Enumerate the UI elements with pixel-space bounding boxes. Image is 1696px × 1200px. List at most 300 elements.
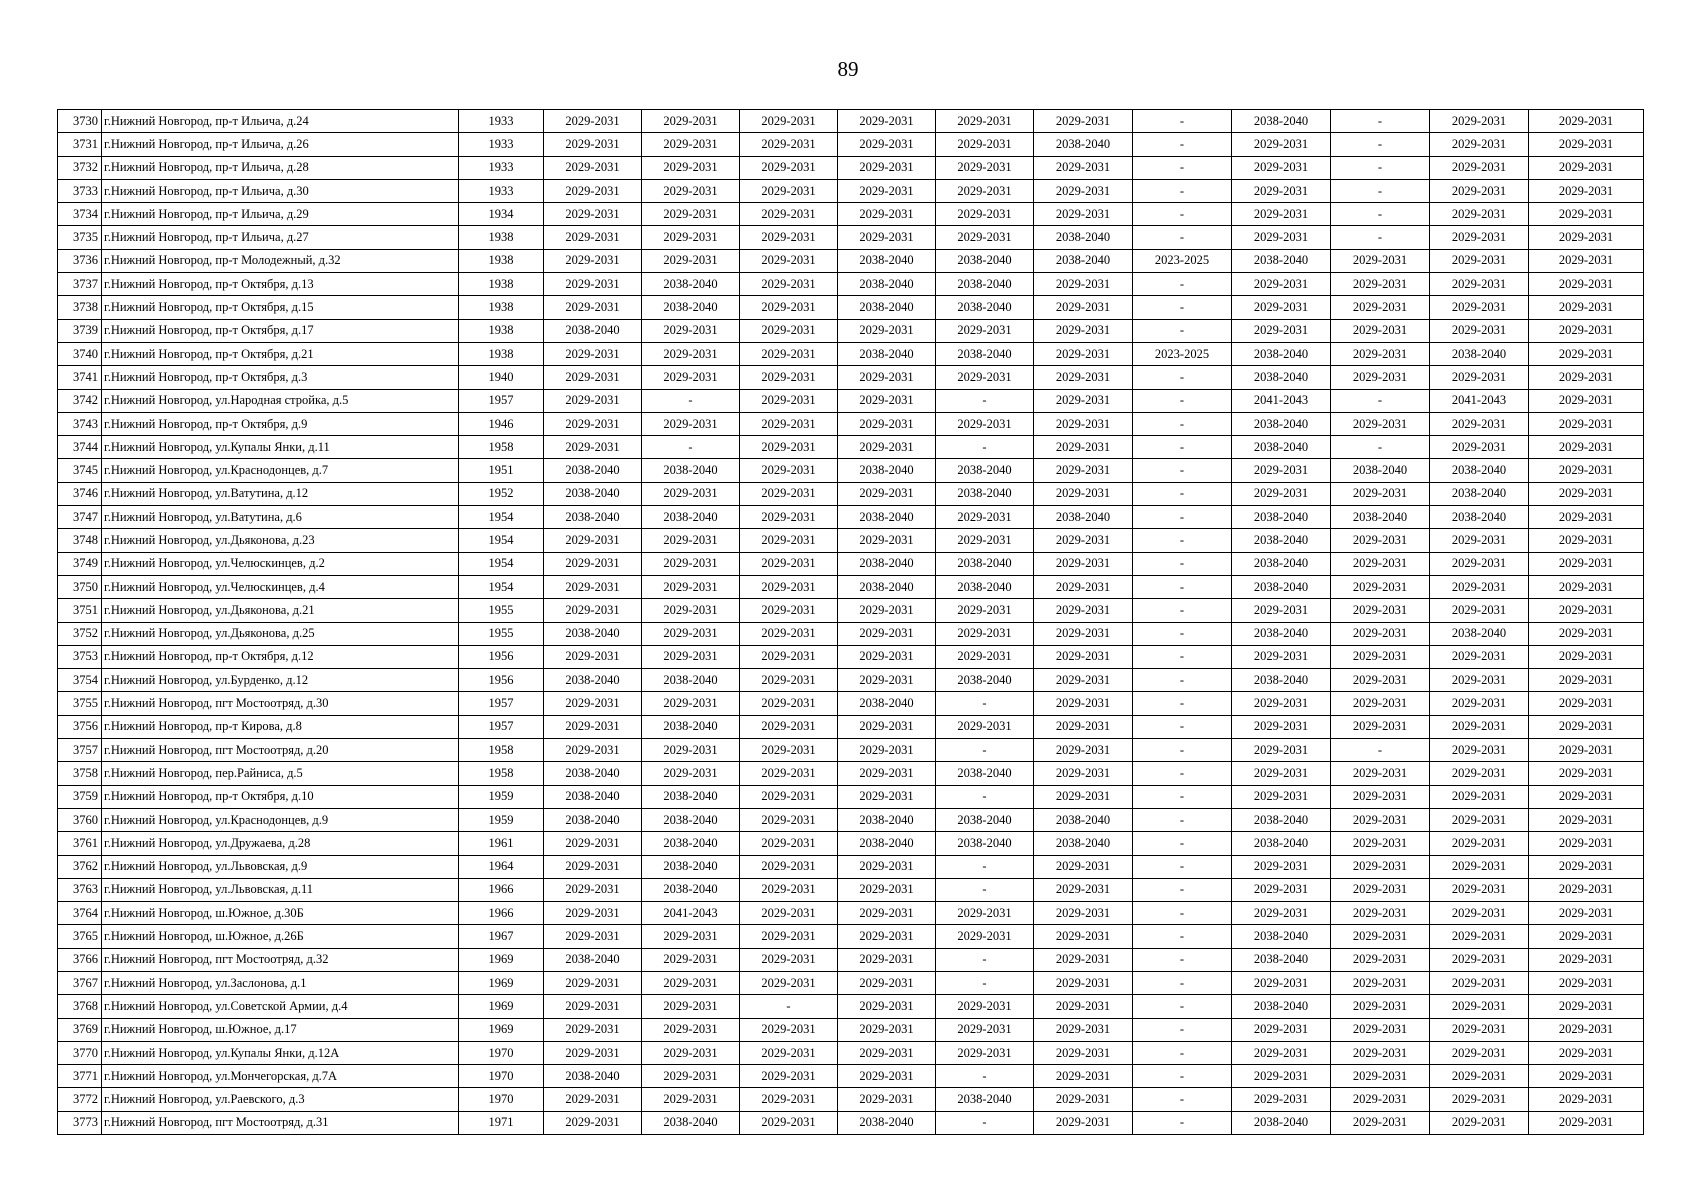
row-number-cell: 3766 (58, 948, 102, 971)
repair-period-cell: 2029-2031 (740, 412, 838, 435)
year-built-cell: 1934 (459, 203, 544, 226)
repair-period-cell: 2038-2040 (838, 575, 936, 598)
repair-period-cell: 2029-2031 (642, 692, 740, 715)
repair-period-cell: - (1331, 110, 1430, 133)
repair-period-cell: 2038-2040 (1034, 249, 1133, 272)
row-number-cell: 3744 (58, 436, 102, 459)
repair-period-cell: 2029-2031 (544, 1111, 642, 1134)
repair-period-cell: - (1133, 762, 1232, 785)
address-cell: г.Нижний Новгород, ул.Краснодонцев, д.7 (102, 459, 459, 482)
repair-period-cell: - (1133, 1111, 1232, 1134)
repair-period-cell: 2029-2031 (1232, 1041, 1331, 1064)
repair-period-cell: 2038-2040 (1232, 948, 1331, 971)
table-row (58, 482, 1644, 505)
repair-period-cell: 2029-2031 (1430, 948, 1529, 971)
repair-period-cell: 2029-2031 (740, 552, 838, 575)
repair-period-cell: 2038-2040 (1232, 342, 1331, 365)
address-cell: г.Нижний Новгород, ул.Купалы Янки, д.11 (102, 436, 459, 459)
repair-period-cell: 2029-2031 (1529, 575, 1644, 598)
repair-period-cell: 2029-2031 (642, 319, 740, 342)
address-cell: г.Нижний Новгород, пр-т Октября, д.3 (102, 366, 459, 389)
repair-period-cell: 2029-2031 (1331, 599, 1430, 622)
repair-period-cell: 2029-2031 (1430, 1018, 1529, 1041)
repair-period-cell: 2038-2040 (1331, 506, 1430, 529)
year-built-cell: 1969 (459, 995, 544, 1018)
address-cell: г.Нижний Новгород, пр-т Ильича, д.28 (102, 156, 459, 179)
repair-period-cell: 2029-2031 (1034, 1018, 1133, 1041)
repair-period-cell: 2029-2031 (1529, 739, 1644, 762)
repair-period-cell: 2038-2040 (1232, 366, 1331, 389)
repair-period-cell: 2029-2031 (1331, 762, 1430, 785)
repair-period-cell: 2029-2031 (1430, 366, 1529, 389)
repair-period-cell: 2029-2031 (1331, 785, 1430, 808)
repair-period-cell: 2038-2040 (1232, 436, 1331, 459)
repair-period-cell: 2029-2031 (838, 715, 936, 738)
repair-period-cell: 2029-2031 (838, 878, 936, 901)
year-built-cell: 1933 (459, 156, 544, 179)
repair-period-cell: 2029-2031 (1232, 319, 1331, 342)
repair-period-cell: 2029-2031 (1430, 855, 1529, 878)
repair-period-cell: 2029-2031 (1430, 179, 1529, 202)
repair-period-cell: 2029-2031 (642, 575, 740, 598)
repair-period-cell: 2029-2031 (1331, 645, 1430, 668)
table-row (58, 739, 1644, 762)
repair-period-cell: 2038-2040 (838, 459, 936, 482)
table-row (58, 971, 1644, 994)
year-built-cell: 1940 (459, 366, 544, 389)
repair-period-cell: 2029-2031 (1430, 133, 1529, 156)
repair-period-cell: 2029-2031 (740, 808, 838, 831)
repair-period-cell: 2029-2031 (838, 762, 936, 785)
repair-period-cell: 2029-2031 (544, 296, 642, 319)
repair-period-cell: 2029-2031 (740, 925, 838, 948)
repair-period-cell: 2038-2040 (642, 808, 740, 831)
repair-period-cell: 2029-2031 (1529, 273, 1644, 296)
repair-period-cell: 2029-2031 (740, 902, 838, 925)
row-number-cell: 3731 (58, 133, 102, 156)
row-number-cell: 3763 (58, 878, 102, 901)
repair-period-cell: 2029-2031 (642, 412, 740, 435)
repair-period-cell: - (1133, 575, 1232, 598)
repair-period-cell: 2029-2031 (936, 203, 1034, 226)
repair-period-cell: 2029-2031 (740, 599, 838, 622)
repair-period-cell: - (1133, 319, 1232, 342)
repair-period-cell: 2029-2031 (642, 762, 740, 785)
repair-period-cell: - (936, 855, 1034, 878)
repair-period-cell: - (1133, 878, 1232, 901)
repair-period-cell: 2038-2040 (1232, 995, 1331, 1018)
repair-period-cell: 2029-2031 (1430, 832, 1529, 855)
repair-period-cell: 2029-2031 (1034, 855, 1133, 878)
repair-period-cell: 2029-2031 (1034, 156, 1133, 179)
repair-period-cell: - (1133, 110, 1232, 133)
repair-period-cell: 2029-2031 (1430, 785, 1529, 808)
repair-period-cell: 2029-2031 (838, 1088, 936, 1111)
repair-period-cell: 2029-2031 (936, 599, 1034, 622)
repair-period-cell: 2029-2031 (1331, 575, 1430, 598)
row-number-cell: 3747 (58, 506, 102, 529)
table-row (58, 133, 1644, 156)
repair-period-cell: 2029-2031 (544, 1088, 642, 1111)
repair-period-cell: 2029-2031 (936, 715, 1034, 738)
year-built-cell: 1946 (459, 412, 544, 435)
repair-period-cell: 2029-2031 (1331, 273, 1430, 296)
repair-period-cell: - (1133, 1065, 1232, 1088)
repair-period-cell: 2029-2031 (1529, 366, 1644, 389)
table-row (58, 948, 1644, 971)
repair-period-cell: - (936, 971, 1034, 994)
address-cell: г.Нижний Новгород, ул.Купалы Янки, д.12А (102, 1041, 459, 1064)
repair-period-cell: 2029-2031 (1034, 715, 1133, 738)
address-cell: г.Нижний Новгород, пр-т Ильича, д.30 (102, 179, 459, 202)
repair-period-cell: - (1331, 156, 1430, 179)
repair-period-cell: 2038-2040 (1232, 529, 1331, 552)
repair-period-cell: 2029-2031 (1034, 412, 1133, 435)
address-cell: г.Нижний Новгород, ул.Раевского, д.3 (102, 1088, 459, 1111)
row-number-cell: 3736 (58, 249, 102, 272)
repair-period-cell: - (1133, 622, 1232, 645)
repair-period-cell: 2029-2031 (544, 529, 642, 552)
repair-period-cell: 2029-2031 (838, 948, 936, 971)
repair-period-cell: 2029-2031 (740, 249, 838, 272)
repair-period-cell: 2029-2031 (1331, 1065, 1430, 1088)
address-cell: г.Нижний Новгород, ул.Бурденко, д.12 (102, 669, 459, 692)
repair-period-cell: 2038-2040 (1232, 622, 1331, 645)
repair-period-cell: 2029-2031 (936, 1041, 1034, 1064)
repair-period-cell: 2029-2031 (1529, 552, 1644, 575)
repair-period-cell: 2029-2031 (1331, 995, 1430, 1018)
table-row (58, 389, 1644, 412)
repair-period-cell: 2029-2031 (1034, 342, 1133, 365)
address-cell: г.Нижний Новгород, пр-т Октября, д.15 (102, 296, 459, 319)
row-number-cell: 3745 (58, 459, 102, 482)
row-number-cell: 3738 (58, 296, 102, 319)
repair-period-cell: 2038-2040 (838, 808, 936, 831)
repair-period-cell: 2038-2040 (936, 808, 1034, 831)
repair-period-cell: - (1133, 273, 1232, 296)
repair-period-cell: 2038-2040 (642, 855, 740, 878)
repair-period-cell: 2029-2031 (1529, 1018, 1644, 1041)
repair-period-cell: 2029-2031 (1034, 622, 1133, 645)
repair-period-cell: 2029-2031 (1430, 319, 1529, 342)
repair-period-cell: - (936, 739, 1034, 762)
repair-period-cell: 2029-2031 (740, 1088, 838, 1111)
repair-period-cell: 2038-2040 (544, 808, 642, 831)
repair-period-cell: 2029-2031 (936, 1018, 1034, 1041)
repair-period-cell: 2038-2040 (1034, 506, 1133, 529)
repair-period-cell: 2029-2031 (544, 249, 642, 272)
table-row (58, 925, 1644, 948)
row-number-cell: 3751 (58, 599, 102, 622)
table-row (58, 552, 1644, 575)
repair-period-cell: - (1331, 203, 1430, 226)
repair-period-cell: 2029-2031 (1232, 203, 1331, 226)
repair-period-cell: 2029-2031 (642, 1088, 740, 1111)
repair-period-cell: 2029-2031 (1034, 785, 1133, 808)
repair-period-cell: 2029-2031 (1331, 412, 1430, 435)
repair-period-cell: 2029-2031 (1430, 1065, 1529, 1088)
repair-period-cell: 2038-2040 (1430, 506, 1529, 529)
repair-period-cell: 2029-2031 (1331, 552, 1430, 575)
table-row (58, 808, 1644, 831)
row-number-cell: 3767 (58, 971, 102, 994)
repair-period-cell: 2029-2031 (1034, 319, 1133, 342)
repair-period-cell: 2029-2031 (1430, 995, 1529, 1018)
repair-period-cell: - (1133, 1041, 1232, 1064)
repair-period-cell: 2038-2040 (544, 762, 642, 785)
repair-period-cell: 2038-2040 (544, 1065, 642, 1088)
repair-period-cell: 2029-2031 (1331, 529, 1430, 552)
repair-period-cell: - (1133, 715, 1232, 738)
repair-period-cell: 2029-2031 (936, 645, 1034, 668)
repair-period-cell: 2029-2031 (740, 389, 838, 412)
repair-period-cell: 2029-2031 (838, 482, 936, 505)
repair-period-cell: 2029-2031 (1331, 971, 1430, 994)
address-cell: г.Нижний Новгород, ул.Мончегорская, д.7А (102, 1065, 459, 1088)
repair-period-cell: 2029-2031 (1232, 902, 1331, 925)
repair-period-cell: 2038-2040 (838, 552, 936, 575)
repair-period-cell: 2029-2031 (642, 133, 740, 156)
repair-period-cell: 2029-2031 (1034, 925, 1133, 948)
table-body (58, 110, 1644, 1135)
repair-period-cell: 2029-2031 (1034, 552, 1133, 575)
table-row (58, 855, 1644, 878)
row-number-cell: 3755 (58, 692, 102, 715)
repair-period-cell: 2029-2031 (740, 832, 838, 855)
repair-period-cell: 2029-2031 (642, 971, 740, 994)
address-cell: г.Нижний Новгород, пгт Мостоотряд, д.20 (102, 739, 459, 762)
repair-period-cell: - (1133, 179, 1232, 202)
year-built-cell: 1955 (459, 599, 544, 622)
repair-period-cell: 2029-2031 (1331, 669, 1430, 692)
repair-period-cell: 2029-2031 (1430, 925, 1529, 948)
repair-period-cell: 2029-2031 (544, 878, 642, 901)
row-number-cell: 3759 (58, 785, 102, 808)
repair-period-cell: 2029-2031 (1529, 179, 1644, 202)
repair-period-cell: 2038-2040 (1430, 459, 1529, 482)
repair-period-cell: 2029-2031 (1529, 1065, 1644, 1088)
page-number: 89 (837, 57, 859, 81)
repair-period-cell: 2029-2031 (642, 226, 740, 249)
repair-period-cell: 2038-2040 (1034, 133, 1133, 156)
year-built-cell: 1969 (459, 971, 544, 994)
table-row (58, 342, 1644, 365)
repair-period-cell: 2038-2040 (544, 669, 642, 692)
repair-period-cell: 2038-2040 (544, 459, 642, 482)
repair-period-cell: 2029-2031 (1529, 319, 1644, 342)
address-cell: г.Нижний Новгород, пр-т Октября, д.17 (102, 319, 459, 342)
repair-period-cell: - (1133, 1018, 1232, 1041)
repair-period-cell: 2029-2031 (838, 133, 936, 156)
year-built-cell: 1970 (459, 1041, 544, 1064)
repair-period-cell: 2029-2031 (1232, 715, 1331, 738)
repair-period-cell: 2029-2031 (1331, 319, 1430, 342)
repair-period-cell: 2029-2031 (1232, 599, 1331, 622)
repair-period-cell: - (740, 995, 838, 1018)
repair-period-cell: 2029-2031 (1232, 273, 1331, 296)
repair-period-cell: 2038-2040 (936, 459, 1034, 482)
row-number-cell: 3772 (58, 1088, 102, 1111)
repair-period-cell: - (1331, 179, 1430, 202)
repair-period-cell: 2038-2040 (936, 273, 1034, 296)
repair-period-cell: - (936, 878, 1034, 901)
repair-period-cell: 2029-2031 (1529, 110, 1644, 133)
address-cell: г.Нижний Новгород, пр-т Октября, д.21 (102, 342, 459, 365)
repair-period-cell: 2029-2031 (642, 1041, 740, 1064)
address-cell: г.Нижний Новгород, ул.Челюскинцев, д.2 (102, 552, 459, 575)
table-row (58, 226, 1644, 249)
repair-period-cell: 2029-2031 (936, 506, 1034, 529)
table-row (58, 1088, 1644, 1111)
repair-period-cell: 2029-2031 (544, 226, 642, 249)
year-built-cell: 1969 (459, 948, 544, 971)
repair-period-cell: 2041-2043 (1232, 389, 1331, 412)
repair-period-cell: 2029-2031 (1034, 739, 1133, 762)
repair-period-cell: 2038-2040 (1430, 342, 1529, 365)
repair-period-cell: 2029-2031 (544, 156, 642, 179)
year-built-cell: 1933 (459, 179, 544, 202)
repair-period-cell: 2038-2040 (838, 296, 936, 319)
repair-period-cell: 2029-2031 (1331, 342, 1430, 365)
repair-period-cell: 2029-2031 (1529, 506, 1644, 529)
repair-period-cell: 2029-2031 (544, 412, 642, 435)
address-cell: г.Нижний Новгород, пр-т Ильича, д.27 (102, 226, 459, 249)
address-cell: г.Нижний Новгород, ш.Южное, д.17 (102, 1018, 459, 1041)
repair-period-cell: - (1331, 436, 1430, 459)
year-built-cell: 1957 (459, 389, 544, 412)
row-number-cell: 3742 (58, 389, 102, 412)
repair-period-cell: 2029-2031 (740, 948, 838, 971)
repair-period-cell: 2029-2031 (1430, 529, 1529, 552)
row-number-cell: 3739 (58, 319, 102, 342)
address-cell: г.Нижний Новгород, ул.Львовская, д.9 (102, 855, 459, 878)
repair-period-cell: 2029-2031 (740, 296, 838, 319)
repair-period-cell: 2029-2031 (1430, 739, 1529, 762)
year-built-cell: 1938 (459, 249, 544, 272)
repair-period-cell: 2038-2040 (1232, 832, 1331, 855)
repair-period-cell: 2029-2031 (1331, 1111, 1430, 1134)
repair-period-cell: - (1133, 529, 1232, 552)
repair-period-cell: 2029-2031 (936, 319, 1034, 342)
repair-period-cell: 2038-2040 (936, 669, 1034, 692)
repair-period-cell: 2029-2031 (1034, 669, 1133, 692)
repair-period-cell: 2029-2031 (544, 366, 642, 389)
repair-period-cell: 2029-2031 (1331, 482, 1430, 505)
address-cell: г.Нижний Новгород, пр-т Октября, д.12 (102, 645, 459, 668)
address-cell: г.Нижний Новгород, пр-т Ильича, д.26 (102, 133, 459, 156)
repair-period-cell: 2029-2031 (838, 1041, 936, 1064)
repair-period-cell: 2029-2031 (838, 366, 936, 389)
repair-period-cell: 2029-2031 (740, 110, 838, 133)
repair-period-cell: 2029-2031 (740, 971, 838, 994)
year-built-cell: 1952 (459, 482, 544, 505)
repair-period-cell: 2029-2031 (1331, 1088, 1430, 1111)
repair-period-cell: 2029-2031 (544, 203, 642, 226)
repair-period-cell: 2029-2031 (1529, 832, 1644, 855)
repair-period-cell: - (1133, 645, 1232, 668)
row-number-cell: 3730 (58, 110, 102, 133)
repair-period-cell: 2029-2031 (740, 1018, 838, 1041)
repair-period-cell: - (1133, 832, 1232, 855)
address-cell: г.Нижний Новгород, пр-т Ильича, д.29 (102, 203, 459, 226)
repair-period-cell: 2029-2031 (1331, 366, 1430, 389)
repair-period-cell: 2029-2031 (1034, 389, 1133, 412)
repair-period-cell: 2029-2031 (1034, 948, 1133, 971)
repair-period-cell: 2029-2031 (1331, 902, 1430, 925)
repair-period-cell: 2029-2031 (1232, 855, 1331, 878)
repair-period-cell: 2038-2040 (838, 832, 936, 855)
repair-period-cell: - (1331, 226, 1430, 249)
housing-repair-schedule-table (57, 109, 1644, 1135)
repair-period-cell: 2029-2031 (740, 133, 838, 156)
repair-period-cell: 2029-2031 (544, 971, 642, 994)
repair-period-cell: 2029-2031 (838, 925, 936, 948)
address-cell: г.Нижний Новгород, ш.Южное, д.26Б (102, 925, 459, 948)
year-built-cell: 1957 (459, 715, 544, 738)
repair-period-cell: 2029-2031 (1430, 436, 1529, 459)
repair-period-cell: 2038-2040 (1331, 459, 1430, 482)
repair-period-cell: 2029-2031 (1529, 459, 1644, 482)
repair-period-cell: 2038-2040 (642, 878, 740, 901)
repair-period-cell: 2029-2031 (544, 925, 642, 948)
repair-period-cell: 2029-2031 (1034, 459, 1133, 482)
repair-period-cell: 2029-2031 (1331, 808, 1430, 831)
row-number-cell: 3732 (58, 156, 102, 179)
repair-period-cell: 2029-2031 (740, 692, 838, 715)
repair-period-cell: 2029-2031 (740, 1041, 838, 1064)
repair-period-cell: 2029-2031 (1529, 948, 1644, 971)
repair-period-cell: 2029-2031 (1529, 669, 1644, 692)
repair-period-cell: 2029-2031 (544, 1018, 642, 1041)
table-row (58, 179, 1644, 202)
repair-period-cell: 2029-2031 (1232, 878, 1331, 901)
row-number-cell: 3769 (58, 1018, 102, 1041)
repair-period-cell: 2038-2040 (1232, 669, 1331, 692)
row-number-cell: 3765 (58, 925, 102, 948)
row-number-cell: 3741 (58, 366, 102, 389)
repair-period-cell: 2029-2031 (1331, 249, 1430, 272)
repair-period-cell: 2029-2031 (1529, 925, 1644, 948)
repair-period-cell: 2029-2031 (1232, 1065, 1331, 1088)
repair-period-cell: 2029-2031 (1034, 110, 1133, 133)
repair-period-cell: 2029-2031 (1034, 436, 1133, 459)
repair-period-cell: - (1133, 692, 1232, 715)
repair-period-cell: 2029-2031 (1034, 762, 1133, 785)
repair-period-cell: 2029-2031 (544, 645, 642, 668)
repair-period-cell: 2029-2031 (1331, 832, 1430, 855)
repair-period-cell: 2029-2031 (740, 669, 838, 692)
repair-period-cell: 2038-2040 (1232, 808, 1331, 831)
repair-period-cell: 2029-2031 (1034, 529, 1133, 552)
year-built-cell: 1938 (459, 226, 544, 249)
repair-period-cell: 2029-2031 (740, 1065, 838, 1088)
repair-period-cell: 2029-2031 (1529, 156, 1644, 179)
repair-period-cell: 2038-2040 (936, 482, 1034, 505)
repair-period-cell: - (1133, 226, 1232, 249)
repair-period-cell: 2029-2031 (544, 179, 642, 202)
repair-period-cell: - (1133, 971, 1232, 994)
repair-period-cell: 2029-2031 (1430, 971, 1529, 994)
address-cell: г.Нижний Новгород, ул.Заслонова, д.1 (102, 971, 459, 994)
repair-period-cell: 2029-2031 (544, 832, 642, 855)
repair-period-cell: 2029-2031 (544, 1041, 642, 1064)
repair-period-cell: 2038-2040 (544, 622, 642, 645)
address-cell: г.Нижний Новгород, пр-т Ильича, д.24 (102, 110, 459, 133)
repair-period-cell: 2029-2031 (1331, 692, 1430, 715)
repair-period-cell: 2029-2031 (740, 575, 838, 598)
repair-period-cell: 2029-2031 (1232, 179, 1331, 202)
table-row (58, 622, 1644, 645)
